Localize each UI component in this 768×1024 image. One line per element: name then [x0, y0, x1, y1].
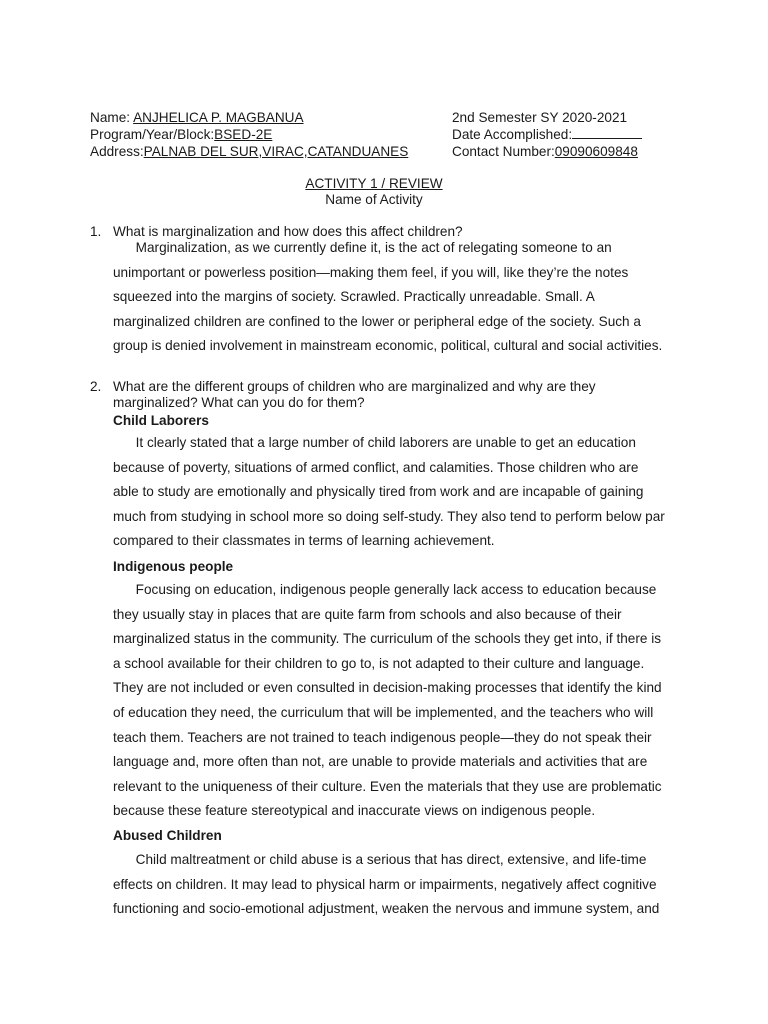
body-line: functioning and socio-emotional adjustment, weaken the nervous and immune system, and [113, 901, 660, 917]
body-line: able to study are emotionally and physically tired from work and are incapable of gaining [113, 484, 644, 500]
section-body-indigenous-people [113, 578, 678, 824]
body-line: They are not included or even consulted in decision-making processes that identify the kind [113, 680, 662, 696]
body-line: because these feature stereotypical and inaccurate views on indigenous people. [113, 803, 596, 819]
body-line: much from studying in school more so doing self-study. They also tend to perform below par [113, 508, 665, 524]
contact-value: 09090609848 [554, 144, 638, 159]
activity-subtitle: Name of Activity [325, 192, 423, 207]
contact-field [452, 143, 638, 160]
program-field [90, 126, 272, 143]
body-line: marginalized status in the community. The curriculum of the schools they get into, if there is [113, 631, 662, 647]
address-label: Address: [90, 144, 144, 159]
name-field [90, 109, 304, 126]
semester-text: 2nd Semester SY 2020-2021 [452, 110, 628, 125]
date-field [452, 126, 642, 143]
contact-label: Contact Number: [452, 144, 555, 159]
address-value: PALNAB DEL SUR,VIRAC,CATANDUANES [143, 144, 409, 159]
answer-line: marginalized children are confined to the lower or peripheral edge of the society. Such a [113, 313, 641, 329]
program-label: Program/Year/Block: [90, 127, 215, 142]
activity-title: ACTIVITY 1 / REVIEW [305, 176, 443, 191]
name-label: Name: [90, 110, 134, 125]
body-line: of education they need, the curriculum that will be implemented, and the teachers who will [113, 704, 654, 720]
body-line: they usually stay in places that are quite farm from schools and also because of their [113, 606, 622, 622]
section-heading-indigenous-people: Indigenous people [113, 559, 234, 574]
body-line: because of poverty, situations of armed conflict, and calamities. Those children who are [113, 459, 639, 475]
body-line: Child maltreatment or child abuse is a serious that has direct, extensive, and life-time [113, 852, 647, 867]
date-label: Date Accomplished: [452, 127, 573, 142]
body-line: effects on children. It may lead to physical harm or impairments, negatively affect cognitive [113, 876, 657, 892]
body-line: Focusing on education, indigenous people generally lack access to education because [113, 582, 657, 597]
answer-line: Marginalization, as we currently define it, is the act of relegating someone to an [113, 240, 612, 255]
section-body-abused-children [113, 848, 678, 922]
name-value: ANJHELICA P. MAGBANUA [133, 110, 304, 125]
address-field [90, 143, 408, 160]
body-line: compared to their classmates in terms of learning achievement. [113, 533, 495, 549]
question-text: What is marginalization and how does this affect children? [113, 224, 463, 239]
answer-line: unimportant or powerless position—making them feel, if you will, like they’re the notes [113, 264, 629, 280]
section-heading-child-laborers: Child Laborers [113, 413, 209, 428]
section-body-child-laborers [113, 431, 678, 554]
body-line: a school available for their children to go to, is not adapted to their culture and language. [113, 655, 645, 671]
answer-line: group is denied involvement in mainstream economic, political, cultural and social activities. [113, 338, 663, 354]
answer-1 [113, 236, 678, 359]
body-line: language and, more often than not, are unable to provide materials and activities that are [113, 754, 648, 770]
date-blank-line [572, 126, 642, 139]
section-heading-abused-children: Abused Children [113, 828, 222, 843]
question-number: 2. [90, 379, 102, 394]
body-line: teach them. Teachers are not trained to teach indigenous people—they do not speak their [113, 729, 652, 745]
answer-line: squeezed into the margins of society. Scrawled. Practically unreadable. Small. A [113, 289, 595, 305]
program-value: BSED-2E [214, 127, 273, 142]
body-line: relevant to the uniqueness of their culture. Even the materials that they use are problematic [113, 778, 662, 794]
body-line: It clearly stated that a large number of child laborers are unable to get an education [113, 435, 636, 450]
question-number: 1. [90, 224, 102, 239]
question-text: What are the different groups of children who are marginalized and why are they marginalized? What can you do for them? [113, 379, 596, 410]
